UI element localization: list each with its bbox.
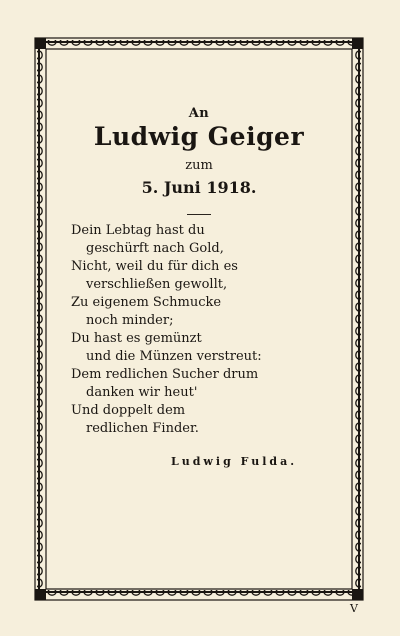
dedication-date: 5. Juni 1918. <box>141 178 257 197</box>
dedication-prefix: An <box>188 106 210 121</box>
poem-line: redlichen Finder. <box>86 421 199 436</box>
dedication-name: Ludwig Geiger <box>93 122 305 151</box>
poem-line: Nicht, weil du für dich es <box>71 259 238 274</box>
poem-line: Zu eigenem Schmucke <box>71 295 222 310</box>
poem-line: Dein Lebtag hast du <box>71 223 205 238</box>
poem-line: noch minder; <box>86 313 174 328</box>
signature: Ludwig Fulda. <box>171 455 298 468</box>
poem-line: verschließen gewollt, <box>86 277 228 292</box>
dedication-connector: zum <box>185 158 213 173</box>
poem-line: geschürft nach Gold, <box>86 241 224 256</box>
separator-rule <box>187 214 211 215</box>
poem-line: danken wir heut' <box>86 385 198 400</box>
poem-line: Du hast es gemünzt <box>71 331 202 346</box>
page-content <box>46 50 352 590</box>
poem-line: Dem redlichen Sucher drum <box>71 367 259 382</box>
page-number: V <box>350 602 358 615</box>
poem-line: Und doppelt dem <box>71 403 186 418</box>
poem-line: und die Münzen verstreut: <box>86 349 262 364</box>
poem <box>71 222 341 438</box>
